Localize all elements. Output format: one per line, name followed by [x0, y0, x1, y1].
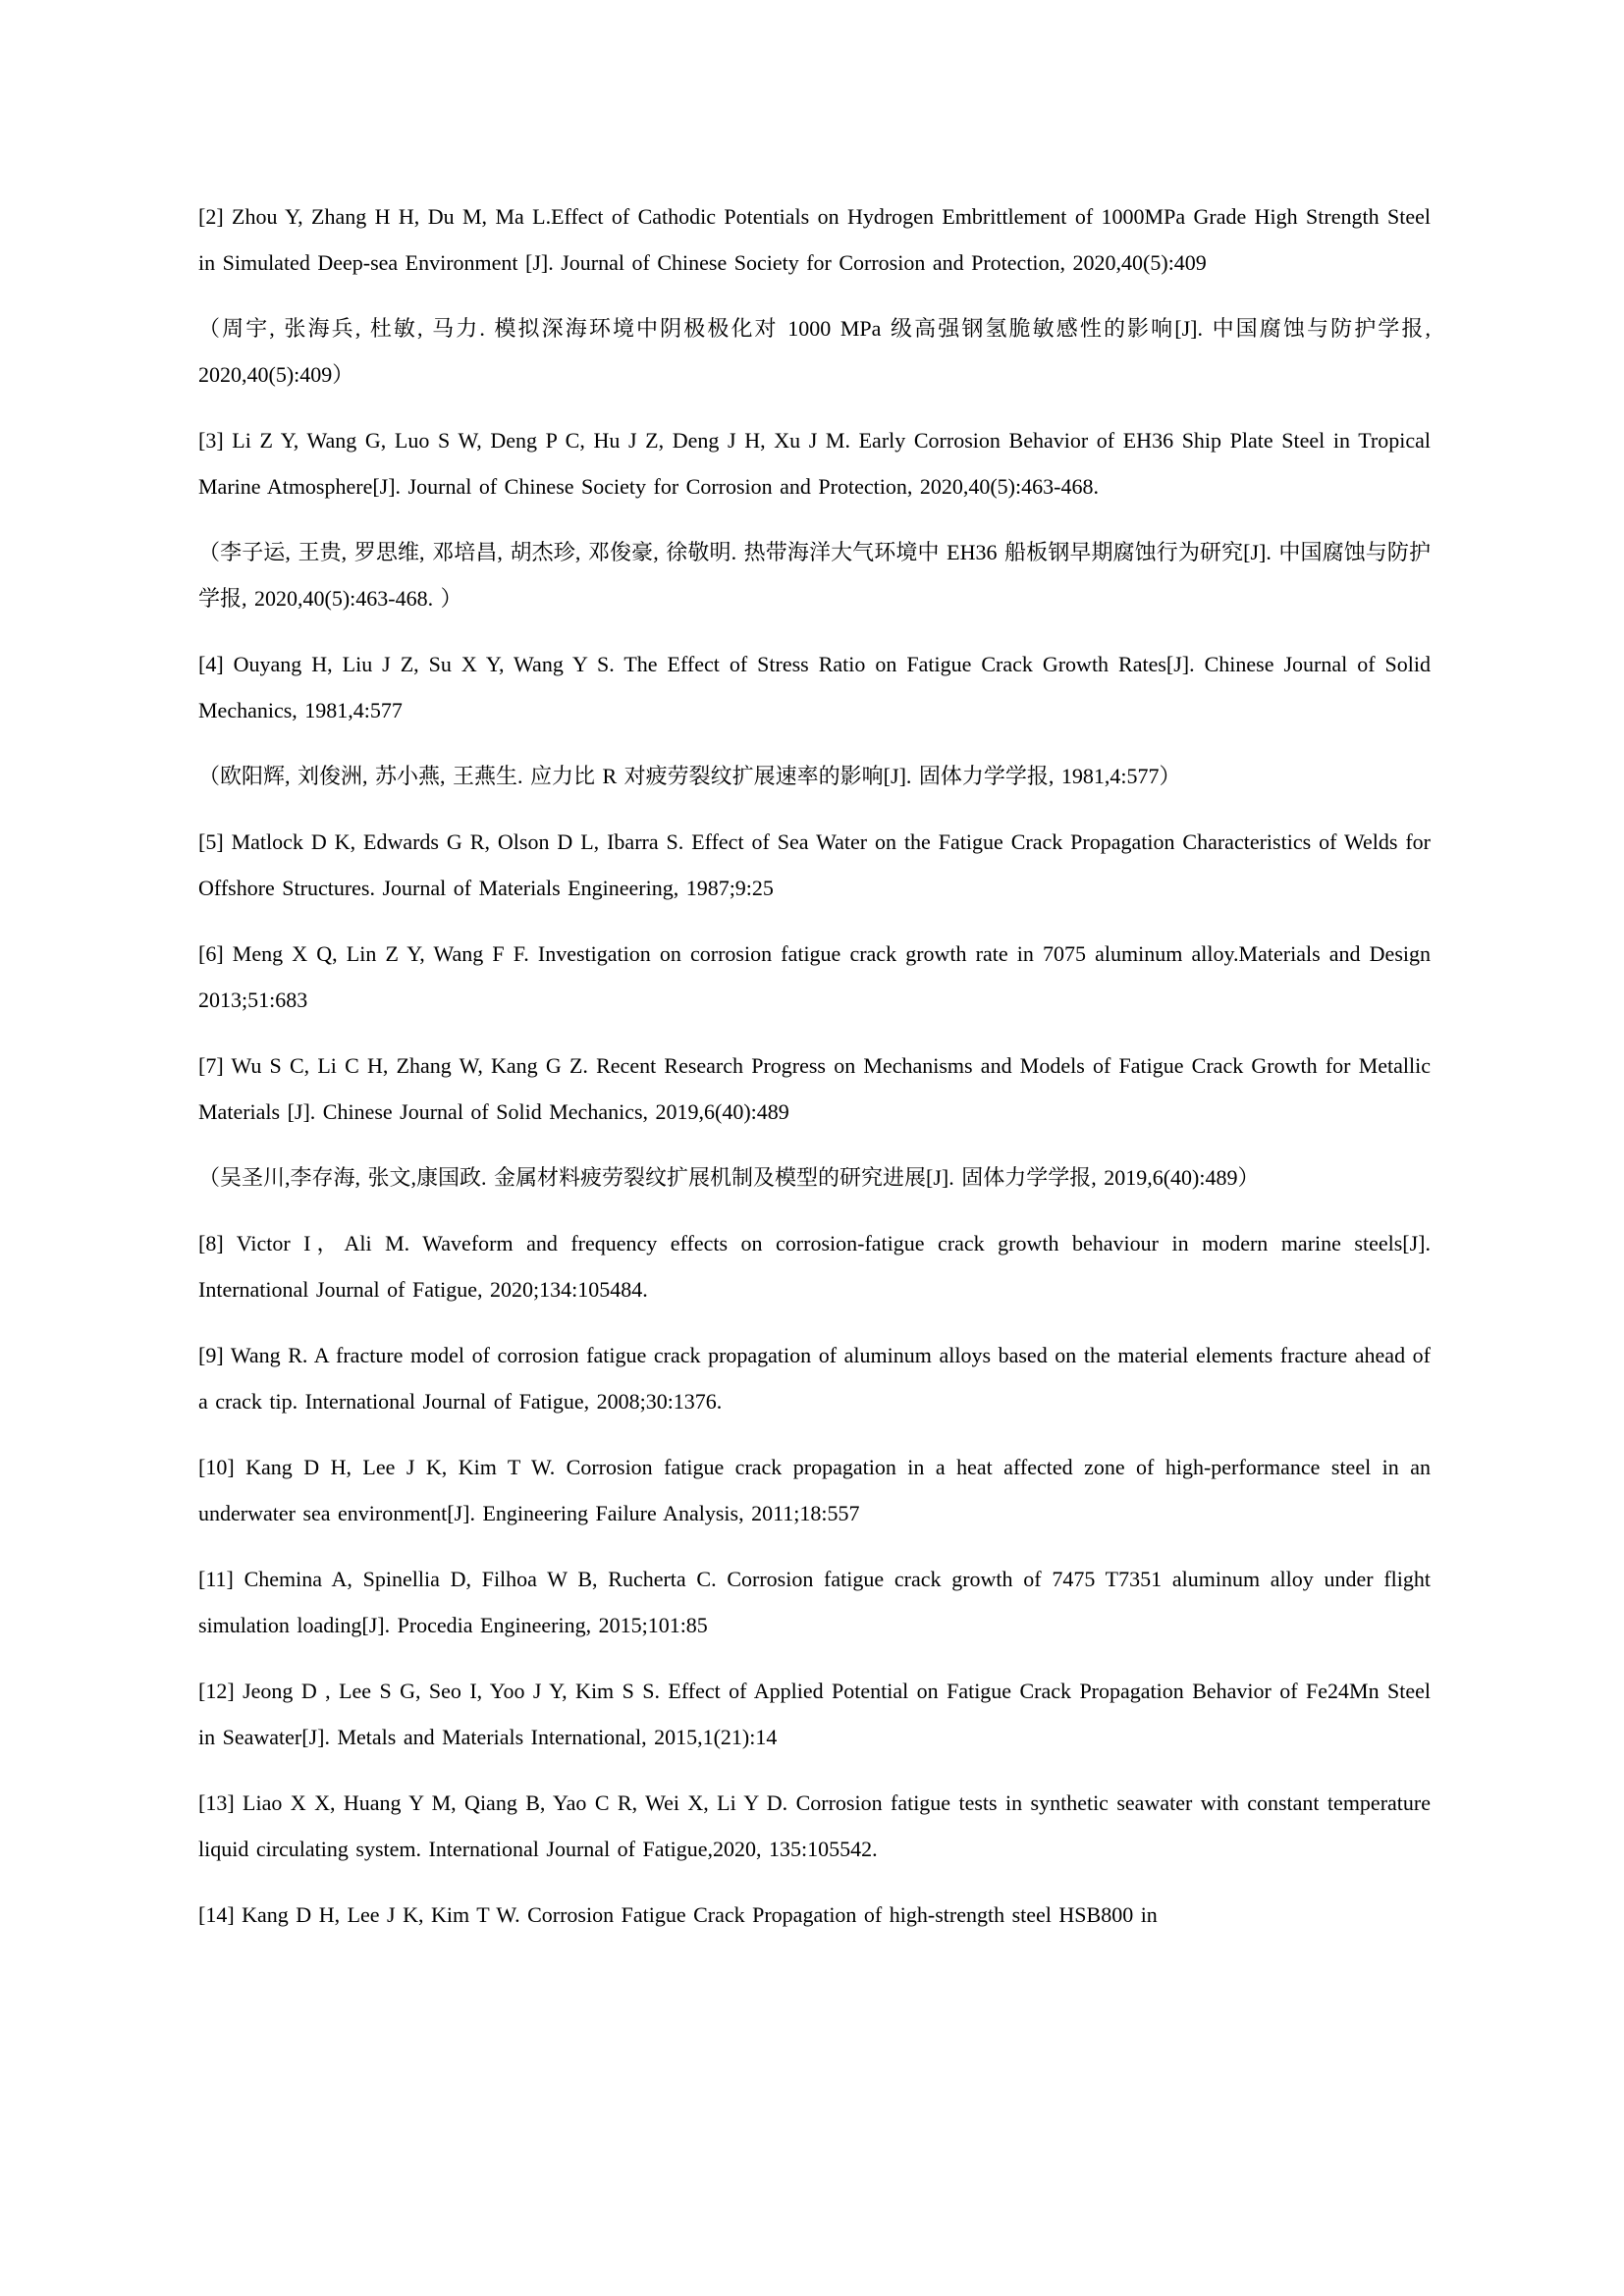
- reference-paragraph: [10] Kang D H, Lee J K, Kim T W. Corrosion fatigue crack propagation in a heat affected zone of high-performance steel in an underwater sea environment[J]. Engineering Failure Analysis, 2011;18:557: [198, 1455, 1431, 1525]
- reference-paragraph: [13] Liao X X, Huang Y M, Qiang B, Yao C R, Wei X, Li Y D. Corrosion fatigue tests in synthetic seawater with constant temperature liquid circulating system. International Journal of Fatigue,2020, 135:105542.: [198, 1790, 1431, 1861]
- reference-paragraph: [11] Chemina A, Spinellia D, Filhoa W B, Rucherta C. Corrosion fatigue crack growth of 7475 T7351 aluminum alloy under flight simulation loading[J]. Procedia Engineering, 2015;101:85: [198, 1567, 1431, 1637]
- reference-paragraph: [9] Wang R. A fracture model of corrosion fatigue crack propagation of aluminum alloys based on the material elements fracture ahead of a crack tip. International Journal of Fatigue, 2008;30:1376.: [198, 1343, 1431, 1414]
- reference-paragraph: [6] Meng X Q, Lin Z Y, Wang F F. Investigation on corrosion fatigue crack growth rate in 7075 aluminum alloy.Materials and Design 2013;51:683: [198, 941, 1431, 1012]
- reference-paragraph: [5] Matlock D K, Edwards G R, Olson D L, Ibarra S. Effect of Sea Water on the Fatigue Crack Propagation Characteristics of Welds for Offshore Structures. Journal of Materials Engineering, 1987;9:25: [198, 829, 1431, 900]
- reference-paragraph: （李子运, 王贵, 罗思维, 邓培昌, 胡杰珍, 邓俊豪, 徐敬明. 热带海洋大气环境中 EH36 船板钢早期腐蚀行为研究[J]. 中国腐蚀与防护学报, 2020,40(5):463-468. ）: [198, 540, 1431, 611]
- reference-paragraph: [4] Ouyang H, Liu J Z, Su X Y, Wang Y S. The Effect of Stress Ratio on Fatigue Crack Growth Rates[J]. Chinese Journal of Solid Mechanics, 1981,4:577: [198, 652, 1431, 722]
- reference-paragraph: [7] Wu S C, Li C H, Zhang W, Kang G Z. Recent Research Progress on Mechanisms and Models of Fatigue Crack Growth for Metallic Materials [J]. Chinese Journal of Solid Mechanics, 2019,6(40):489: [198, 1053, 1431, 1124]
- references-list: [198, 193, 1431, 1938]
- reference-paragraph: [2] Zhou Y, Zhang H H, Du M, Ma L.Effect of Cathodic Potentials on Hydrogen Embrittlement of 1000MPa Grade High Strength Steel in Simulated Deep-sea Environment [J]. Journal of Chinese Society for Corrosion and Protection, 2020,40(5):409: [198, 204, 1431, 275]
- reference-paragraph: [14] Kang D H, Lee J K, Kim T W. Corrosion Fatigue Crack Propagation of high-strength steel HSB800 in: [198, 1902, 1158, 1927]
- reference-paragraph: （欧阳辉, 刘俊洲, 苏小燕, 王燕生. 应力比 R 对疲劳裂纹扩展速率的影响[J]. 固体力学学报, 1981,4:577）: [198, 764, 1181, 788]
- reference-paragraph: [12] Jeong D , Lee S G, Seo I, Yoo J Y, Kim S S. Effect of Applied Potential on Fatigue Crack Propagation Behavior of Fe24Mn Steel in Seawater[J]. Metals and Materials International, 2015,1(21):14: [198, 1679, 1431, 1749]
- reference-paragraph: （周宇, 张海兵, 杜敏, 马力. 模拟深海环境中阴极极化对 1000 MPa 级高强钢氢脆敏感性的影响[J]. 中国腐蚀与防护学报, 2020,40(5):409）: [198, 316, 1431, 387]
- reference-paragraph: [8] Victor I，Ali M. Waveform and frequency effects on corrosion-fatigue crack growth behaviour in modern marine steels[J]. International Journal of Fatigue, 2020;134:105484.: [198, 1231, 1431, 1302]
- reference-paragraph: [3] Li Z Y, Wang G, Luo S W, Deng P C, Hu J Z, Deng J H, Xu J M. Early Corrosion Behavior of EH36 Ship Plate Steel in Tropical Marine Atmosphere[J]. Journal of Chinese Society for Corrosion and Protection, 2020,40(5):463-468.: [198, 428, 1431, 499]
- reference-paragraph: （吴圣川,李存海, 张文,康国政. 金属材料疲劳裂纹扩展机制及模型的研究进展[J]. 固体力学学报, 2019,6(40):489）: [198, 1165, 1260, 1190]
